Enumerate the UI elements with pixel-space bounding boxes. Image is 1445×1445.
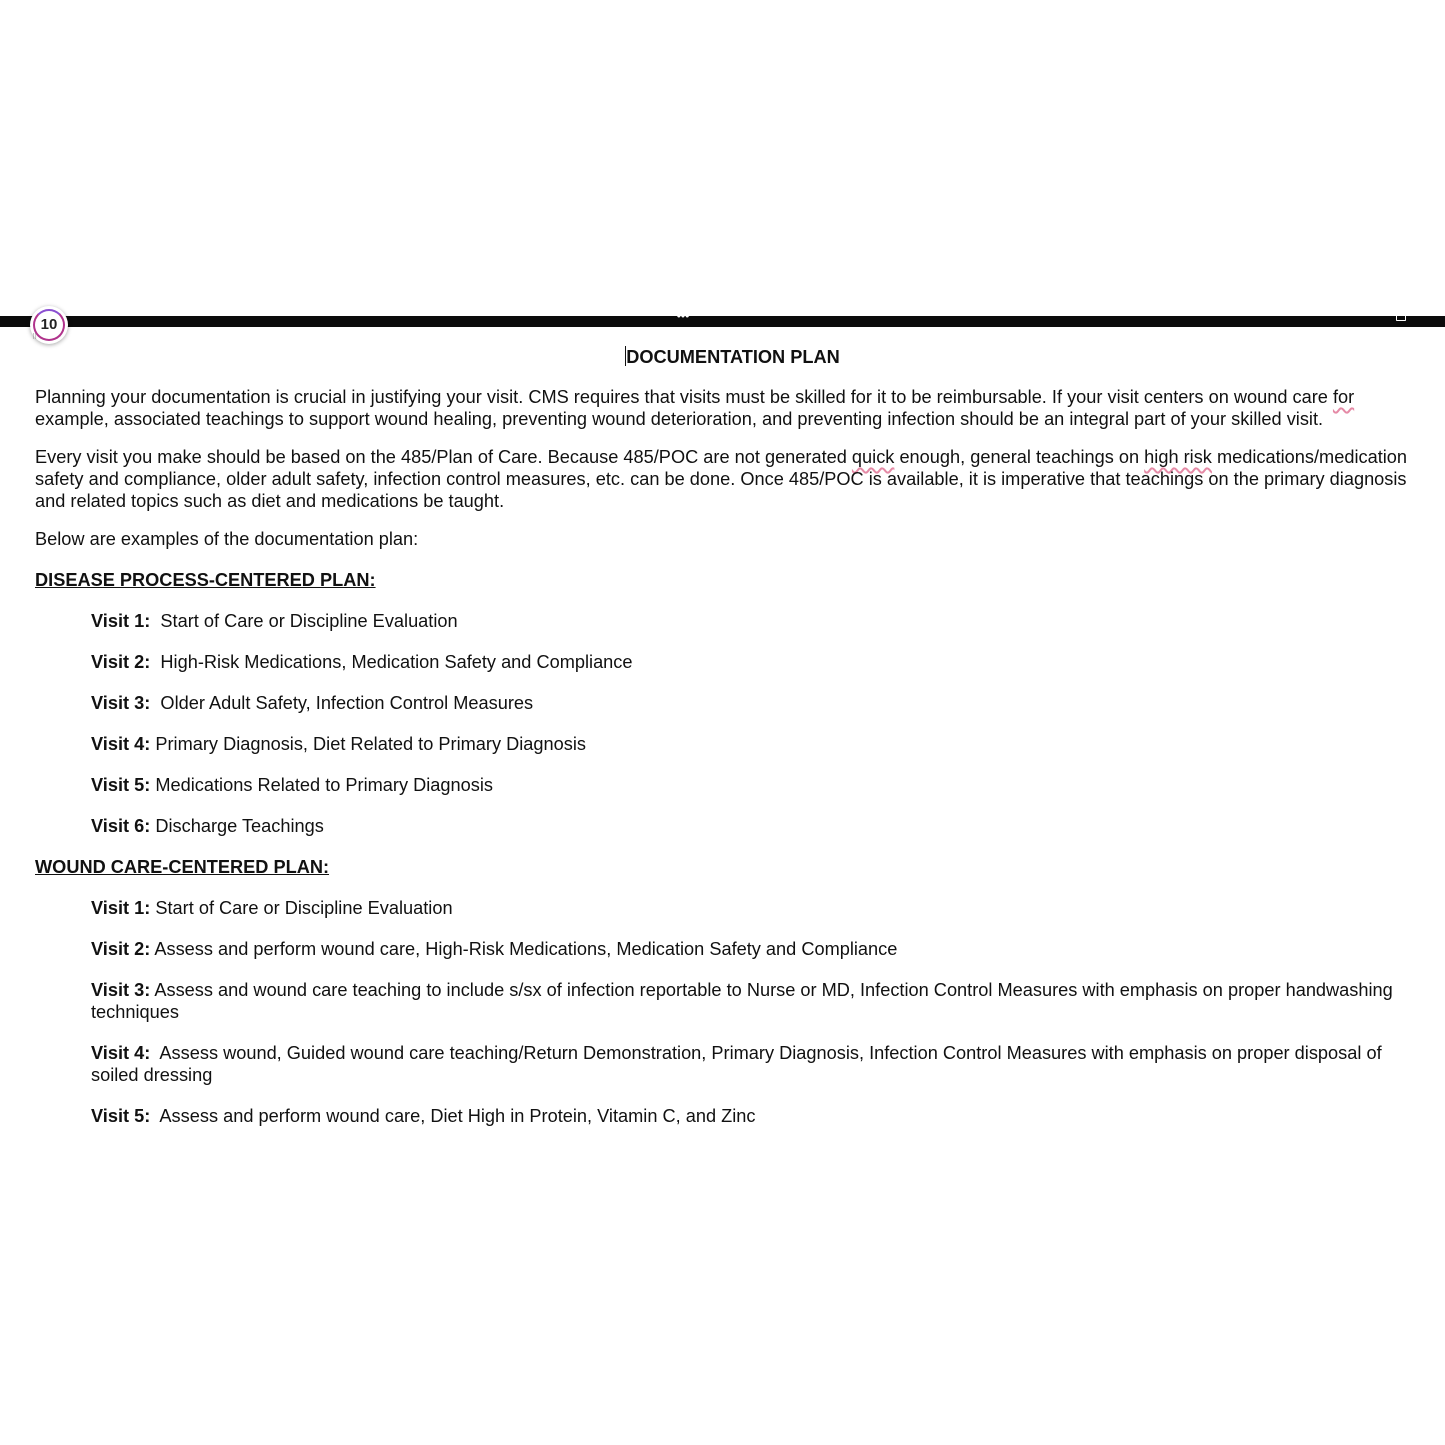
visit-item [91, 692, 1430, 714]
visit-label: Visit 4: [91, 734, 151, 754]
fullscreen-icon[interactable] [1396, 311, 1406, 321]
visit-item [91, 733, 1430, 755]
page-number: 10 [40, 316, 58, 333]
visit-label: Visit 2: [91, 652, 151, 672]
paragraph-intro [35, 386, 1430, 430]
more-options-icon[interactable]: ••• [676, 312, 690, 320]
visit-label: Visit 6: [91, 816, 151, 836]
visit-text: Assess and wound care teaching to include s/sx of infection reportable to Nurse or MD, Infection Control Measures with emphasis on proper handwashing techniques [91, 980, 1398, 1022]
visit-item [91, 815, 1430, 837]
visit-label: Visit 5: [91, 775, 151, 795]
spellcheck-flag[interactable]: for [1332, 387, 1355, 407]
visit-text: Assess and perform wound care, High-Risk Medications, Medication Safety and Compliance [150, 939, 898, 959]
visit-item [91, 1042, 1430, 1086]
visit-label: Visit 3: [91, 980, 151, 1000]
visit-text: Discharge Teachings [150, 816, 324, 836]
visit-label: Visit 5: [91, 1106, 151, 1126]
spellcheck-flag[interactable]: quick [851, 447, 895, 467]
spellcheck-flag[interactable]: high risk [1144, 447, 1212, 467]
visit-text: Start of Care or Discipline Evaluation [150, 898, 453, 918]
document-body[interactable] [35, 344, 1430, 1130]
paragraph-plan-of-care [35, 446, 1430, 512]
paragraph-text: Every visit you make should be based on the 485/Plan of Care. Because 485/POC are not generated [35, 447, 852, 467]
visit-text: Start of Care or Discipline Evaluation [150, 611, 458, 631]
visit-item [91, 979, 1430, 1023]
visit-text: Primary Diagnosis, Diet Related to Primary Diagnosis [150, 734, 586, 754]
paragraph-text: example, associated teachings to support wound healing, preventing wound deterioration, and preventing infection should be an integral part of your skilled visit. [35, 409, 1324, 429]
paragraph-text: Planning your documentation is crucial in justifying your visit. CMS requires that visits must be skilled for it to be reimbursable. If your visit centers on wound care [35, 387, 1333, 407]
drag-handle-icon[interactable]: ⠿ [32, 334, 38, 341]
viewer-top-bar [0, 316, 1445, 327]
section-heading-wound-care: WOUND CARE-CENTERED PLAN: [35, 857, 330, 877]
visit-label: Visit 3: [91, 693, 151, 713]
paragraph-examples-intro: Below are examples of the documentation plan: [35, 529, 419, 549]
visit-item [91, 897, 1430, 919]
visit-text: Older Adult Safety, Infection Control Measures [150, 693, 534, 713]
visit-text: High-Risk Medications, Medication Safety and Compliance [150, 652, 633, 672]
paragraph-text: enough, general teachings on [894, 447, 1145, 467]
visit-label: Visit 1: [91, 611, 151, 631]
visit-label: Visit 2: [91, 939, 151, 959]
visit-label: Visit 1: [91, 898, 151, 918]
visit-text: Assess and perform wound care, Diet High in Protein, Vitamin C, and Zinc [150, 1106, 756, 1126]
visit-text: Medications Related to Primary Diagnosis [150, 775, 493, 795]
document-title [35, 346, 1430, 370]
visit-item [91, 774, 1430, 796]
paragraph-text: medications/medication safety and compliance, older adult safety, infection control measures, etc. can be done. Once 485/POC is available, it is imperative that teachings on the primary diagnosis and related topics such as diet and medications be taught. [35, 447, 1408, 511]
visit-item [91, 651, 1430, 673]
visit-item [91, 610, 1430, 632]
document-title-text: DOCUMENTATION PLAN [626, 347, 840, 367]
visit-item [91, 938, 1430, 960]
visit-label: Visit 4: [91, 1043, 151, 1063]
visit-text: Assess wound, Guided wound care teaching/Return Demonstration, Primary Diagnosis, Infection Control Measures with emphasis on proper disposal of soiled dressing [91, 1043, 1387, 1085]
section-heading-disease-process: DISEASE PROCESS-CENTERED PLAN: [35, 570, 376, 590]
visit-item [91, 1105, 1430, 1127]
